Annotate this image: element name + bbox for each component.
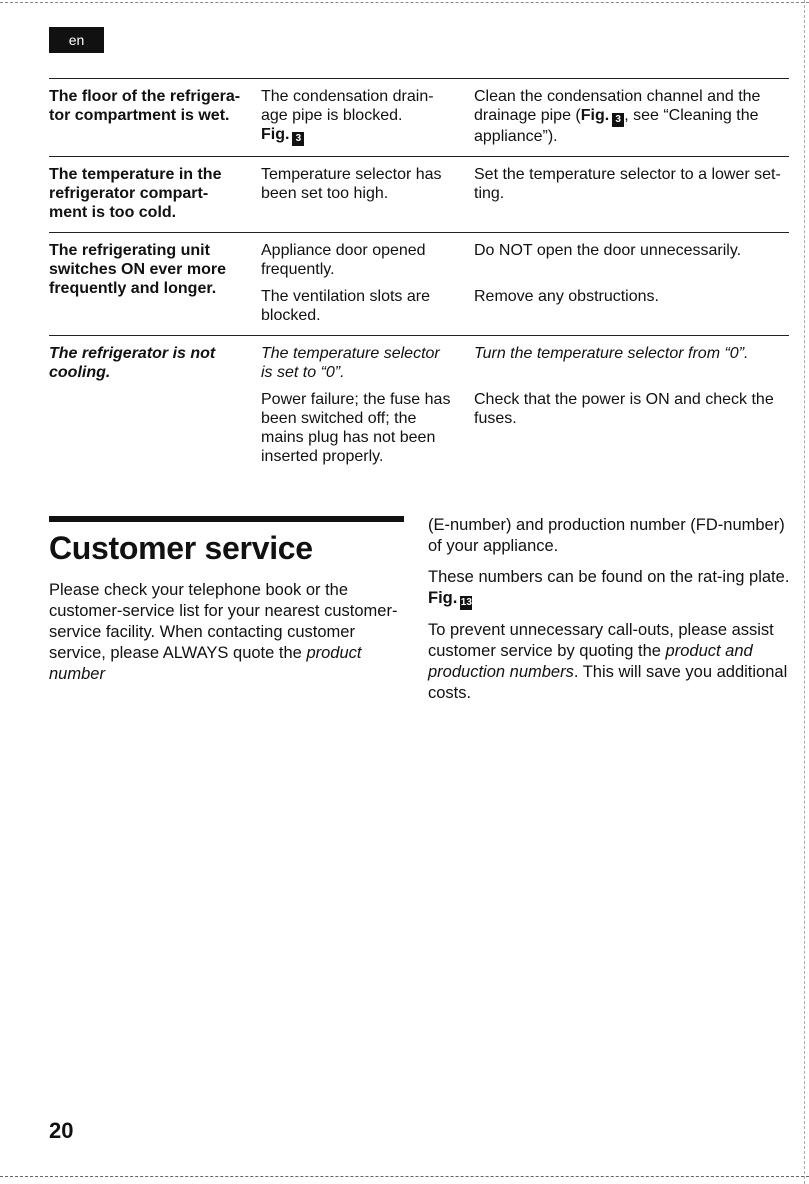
figure-number-badge: 3	[612, 113, 624, 127]
right-scan-edge	[804, 0, 806, 1184]
remedy-cell	[474, 241, 789, 279]
cause-cell	[261, 87, 474, 146]
intro-text: Please check your telephone book or the customer-service list for your nearest customer-service facility. When contacting customer service, please ALWAYS quote the	[49, 581, 398, 662]
cause-cell	[261, 287, 474, 325]
top-scan-edge	[0, 2, 809, 3]
page-number: 20	[49, 1118, 74, 1143]
customer-service-intro	[49, 580, 409, 685]
troubleshooting-table	[49, 78, 789, 476]
figure-number-badge: 3	[292, 132, 304, 146]
intro-italic-text: product number	[49, 644, 362, 683]
fault-cell: The refrigerator is not cooling.	[49, 345, 216, 381]
figure-reference: Fig.	[580, 107, 610, 124]
cause-remedy-group	[261, 241, 789, 325]
remedy-text: Clean the condensation channel and the drainage pipe (	[474, 88, 761, 124]
remedy-text: Check that the power is ON and check the fuses.	[474, 391, 774, 427]
cause-text: Appliance door opened frequently.	[261, 242, 426, 278]
cause-remedy-group	[261, 165, 789, 222]
table-row	[49, 156, 789, 232]
customer-service-details	[428, 515, 790, 714]
cause-text: The ventilation slots are blocked.	[261, 288, 430, 324]
cause-text: The temperature selector is set to “0”.	[261, 345, 440, 381]
cause-text: Temperature selector has been set too high.	[261, 166, 442, 202]
remedy-cell	[474, 344, 789, 382]
rating-plate-text: These numbers can be found on the rat-ing plate.	[428, 568, 790, 586]
remedy-text: Turn the temperature selector from “0”.	[474, 345, 749, 362]
callout-text-end: . This will save you additional costs.	[428, 663, 788, 702]
cause-text: The condensation drain- age pipe is blocked.	[261, 88, 434, 124]
cause-text: Power failure; the fuse has been switched off; the mains plug has not been inserted properly.	[261, 391, 451, 465]
callout-text: To prevent unnecessary call-outs, please assist customer service by quoting the	[428, 621, 774, 660]
remedy-cell	[474, 390, 789, 466]
bottom-scan-edge	[0, 1176, 809, 1177]
fault-cell: The temperature in the refrigerator compart- ment is too cold.	[49, 166, 222, 221]
cause-cell	[261, 344, 474, 382]
remedy-text: Remove any obstructions.	[474, 288, 659, 305]
remedy-text: Set the temperature selector to a lower set- ting.	[474, 166, 781, 202]
remedy-cell	[474, 165, 789, 203]
section-title: Customer service	[49, 530, 313, 566]
cause-cell	[261, 241, 474, 279]
table-row	[49, 335, 789, 476]
fault-cell: The refrigerating unit switches ON ever more frequently and longer.	[49, 242, 226, 297]
cause-cell	[261, 390, 474, 466]
cause-remedy-pair	[261, 344, 789, 382]
table-row	[49, 232, 789, 335]
table-row	[49, 78, 789, 156]
remedy-text-end: , see “Cleaning the appliance”).	[474, 107, 759, 145]
remedy-text: Do NOT open the door unnecessarily.	[474, 242, 742, 259]
cause-remedy-group	[261, 344, 789, 466]
remedy-cell	[474, 87, 789, 146]
cause-remedy-pair	[261, 87, 789, 146]
section-divider-bar	[49, 516, 404, 522]
number-info-paragraph: (E-number) and production number (FD-number) of your appliance.	[428, 516, 785, 555]
figure-reference: Fig.	[261, 126, 290, 143]
callout-italic-text: product and production numbers	[428, 642, 753, 681]
cause-remedy-pair	[261, 165, 789, 203]
figure-number-badge: 13	[460, 597, 472, 608]
language-badge: en	[49, 27, 104, 53]
cause-remedy-pair	[261, 287, 789, 325]
cause-remedy-pair	[261, 390, 789, 466]
remedy-cell	[474, 287, 789, 325]
cause-remedy-group	[261, 87, 789, 146]
cause-cell	[261, 165, 474, 203]
figure-reference: Fig.	[428, 589, 458, 607]
rating-plate-paragraph	[428, 567, 790, 610]
callout-paragraph	[428, 620, 790, 704]
cause-remedy-pair	[261, 241, 789, 279]
fault-cell: The floor of the refrigera- tor compartment is wet.	[49, 88, 241, 124]
